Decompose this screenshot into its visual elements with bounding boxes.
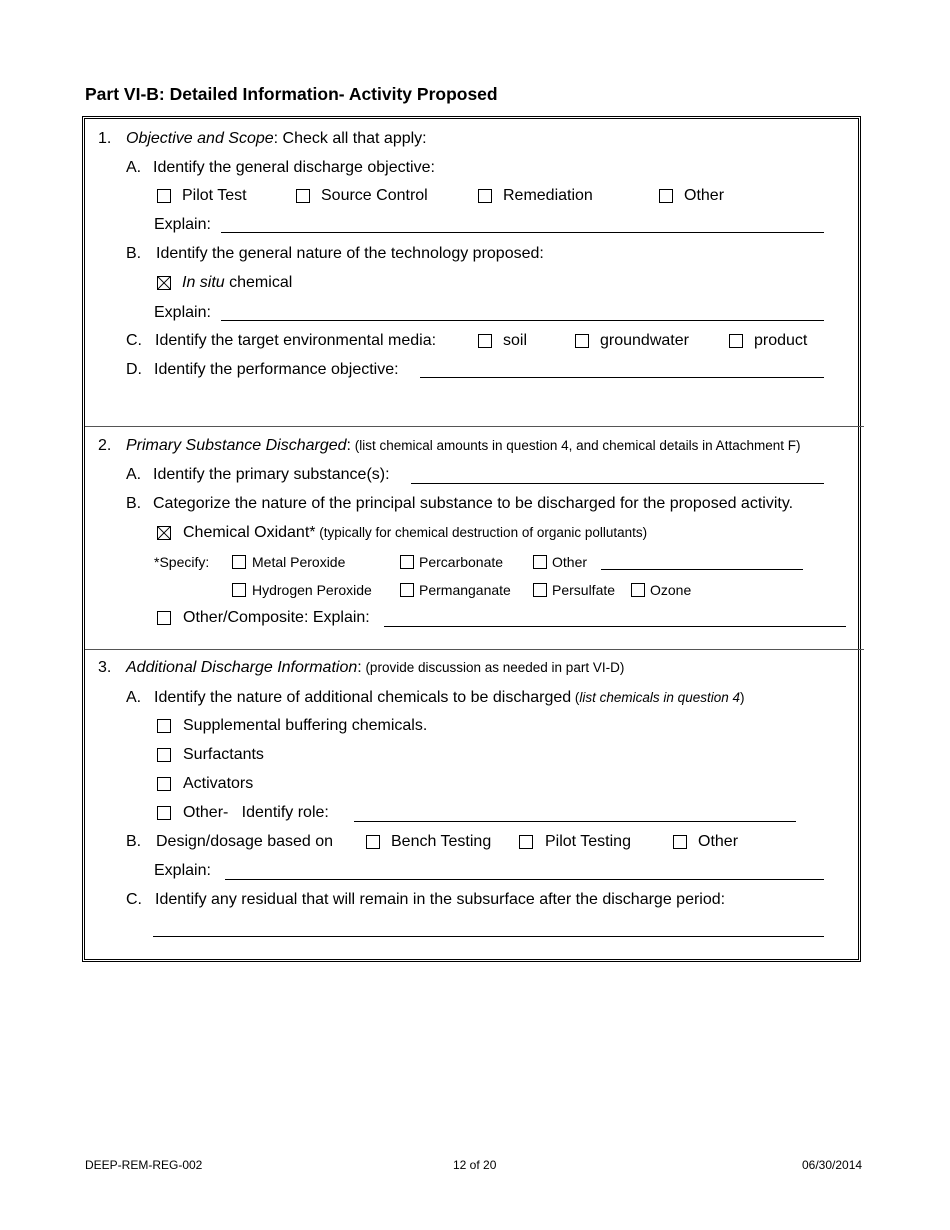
supplemental-buffering-checkbox[interactable] — [157, 719, 171, 733]
q1a-label: Identify the general discharge objective: — [153, 159, 435, 176]
footer-page-number: 12 of 20 — [453, 1158, 497, 1172]
objective-other-checkbox[interactable] — [659, 189, 673, 203]
soil-checkbox[interactable] — [478, 334, 492, 348]
hydrogen-peroxide-label: Hydrogen Peroxide — [252, 582, 372, 598]
remediation-checkbox[interactable] — [478, 189, 492, 203]
percarbonate-label: Percarbonate — [419, 554, 504, 570]
q1-heading: Objective and Scope: Check all that apply: — [126, 130, 427, 147]
pilot-testing-label: Pilot Testing — [545, 833, 631, 850]
q3c-letter: C. — [126, 891, 142, 908]
primary-substance-field[interactable] — [411, 483, 824, 484]
q3c-label: Identify any residual that will remain in the subsurface after the discharge period: — [155, 891, 726, 908]
ozone-checkbox[interactable] — [631, 583, 645, 597]
q1a-explain-label: Explain: — [154, 216, 211, 233]
activators-label: Activators — [183, 775, 254, 792]
q1d-label: Identify the performance objective: — [154, 361, 399, 378]
footer-date: 06/30/2014 — [802, 1158, 863, 1172]
q3-number: 3. — [98, 659, 112, 676]
in-situ-chemical-label: In situ chemical — [182, 274, 293, 291]
source-control-checkbox[interactable] — [296, 189, 310, 203]
groundwater-checkbox[interactable] — [575, 334, 589, 348]
percarbonate-checkbox[interactable] — [400, 555, 414, 569]
q2a-letter: A. — [126, 466, 142, 483]
chemical-oxidant-label: Chemical Oxidant* (typically for chemical destruction of organic pollutants) — [183, 524, 648, 541]
source-control-label: Source Control — [321, 187, 428, 204]
additional-other-label: Other- Identify role: — [183, 804, 329, 821]
soil-label: soil — [503, 332, 528, 349]
page-title: Part VI-B: Detailed Information- Activity Proposed — [85, 84, 498, 104]
surfactants-label: Surfactants — [183, 746, 264, 763]
q2b-label: Categorize the nature of the principal substance to be discharged for the proposed activity. — [153, 495, 794, 512]
additional-other-checkbox[interactable] — [157, 806, 171, 820]
pilot-test-checkbox[interactable] — [157, 189, 171, 203]
footer-form-id: DEEP-REM-REG-002 — [85, 1158, 203, 1172]
pilot-test-label: Pilot Test — [182, 187, 247, 204]
persulfate-checkbox[interactable] — [533, 583, 547, 597]
oxidant-other-checkbox[interactable] — [533, 555, 547, 569]
activators-checkbox[interactable] — [157, 777, 171, 791]
surfactants-checkbox[interactable] — [157, 748, 171, 762]
q1a-letter: A. — [126, 159, 142, 176]
residual-field[interactable] — [153, 936, 824, 937]
other-composite-label: Other/Composite: Explain: — [183, 609, 370, 626]
q1b-explain-field[interactable] — [221, 320, 824, 321]
q1a-explain-field[interactable] — [221, 232, 824, 233]
q1b-letter: B. — [126, 245, 142, 262]
q3b-explain-field[interactable] — [225, 879, 824, 880]
permanganate-label: Permanganate — [419, 582, 511, 598]
identify-role-field[interactable] — [354, 821, 796, 822]
objective-other-label: Other — [684, 187, 725, 204]
design-other-label: Other — [698, 833, 739, 850]
remediation-label: Remediation — [503, 187, 593, 204]
other-composite-field[interactable] — [384, 626, 846, 627]
supplemental-buffering-label: Supplemental buffering chemicals. — [183, 717, 428, 734]
product-checkbox[interactable] — [729, 334, 743, 348]
persulfate-label: Persulfate — [552, 582, 616, 598]
specify-label: *Specify: — [154, 554, 210, 570]
q1d-letter: D. — [126, 361, 142, 378]
q1c-letter: C. — [126, 332, 142, 349]
section-divider — [85, 426, 864, 427]
bench-testing-checkbox[interactable] — [366, 835, 380, 849]
in-situ-chemical-checkbox[interactable] — [157, 276, 171, 290]
q3a-letter: A. — [126, 689, 142, 706]
q2-number: 2. — [98, 437, 112, 454]
q2a-label: Identify the primary substance(s): — [153, 466, 390, 483]
section-divider — [85, 649, 864, 650]
groundwater-label: groundwater — [600, 332, 689, 349]
design-other-checkbox[interactable] — [673, 835, 687, 849]
q1-number: 1. — [98, 130, 112, 147]
q3a-label: Identify the nature of additional chemicals to be discharged (list chemicals in question 4) — [154, 689, 745, 706]
q2-heading: Primary Substance Discharged: (list chemical amounts in question 4, and chemical details in Attachment F) — [126, 437, 801, 454]
oxidant-other-field[interactable] — [601, 569, 803, 570]
q3b-label: Design/dosage based on — [156, 833, 334, 850]
metal-peroxide-label: Metal Peroxide — [252, 554, 346, 570]
performance-objective-field[interactable] — [420, 377, 824, 378]
ozone-label: Ozone — [650, 582, 692, 598]
oxidant-other-label: Other — [552, 554, 588, 570]
q1b-label: Identify the general nature of the technology proposed: — [156, 245, 544, 262]
q2b-letter: B. — [126, 495, 142, 512]
q3-heading: Additional Discharge Information: (provide discussion as needed in part VI-D) — [126, 659, 625, 676]
q1c-label: Identify the target environmental media: — [155, 332, 437, 349]
q1b-explain-label: Explain: — [154, 304, 211, 321]
metal-peroxide-checkbox[interactable] — [232, 555, 246, 569]
permanganate-checkbox[interactable] — [400, 583, 414, 597]
q3b-explain-label: Explain: — [154, 862, 211, 879]
hydrogen-peroxide-checkbox[interactable] — [232, 583, 246, 597]
other-composite-checkbox[interactable] — [157, 611, 171, 625]
bench-testing-label: Bench Testing — [391, 833, 492, 850]
q3b-letter: B. — [126, 833, 142, 850]
product-label: product — [754, 332, 808, 349]
pilot-testing-checkbox[interactable] — [519, 835, 533, 849]
chemical-oxidant-checkbox[interactable] — [157, 526, 171, 540]
